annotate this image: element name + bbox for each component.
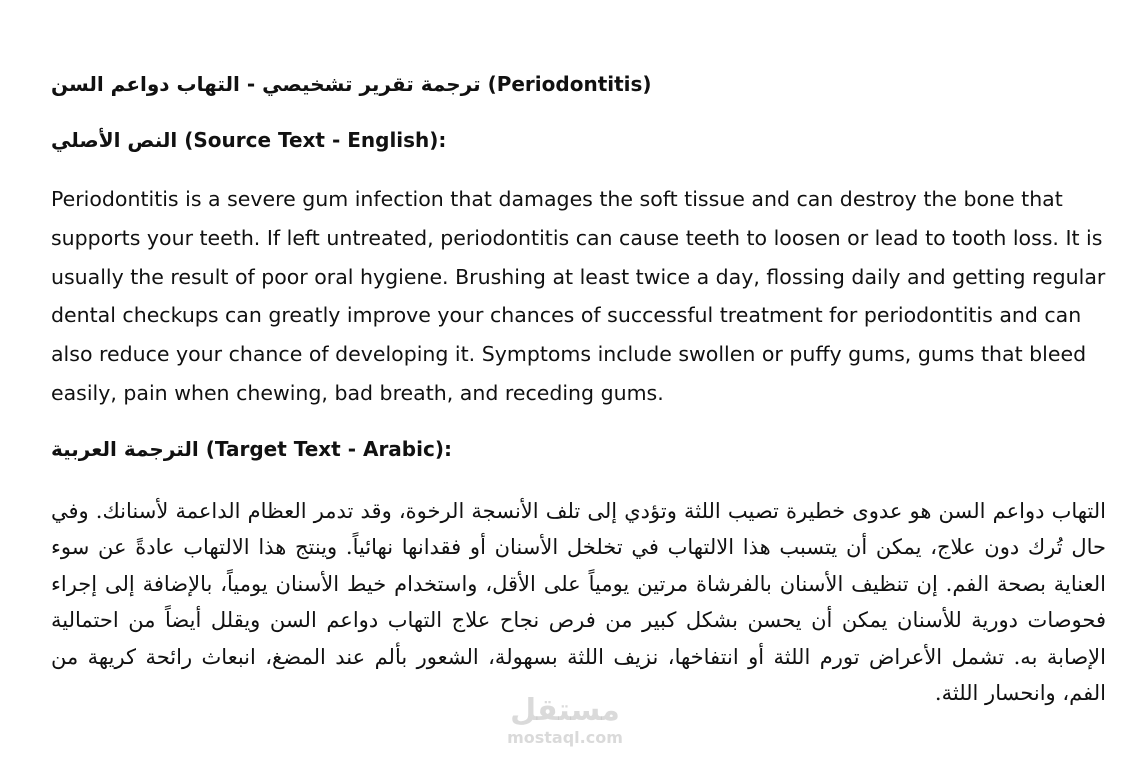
source-heading: النص الأصلي (Source Text - English):	[51, 128, 447, 152]
watermark-logo: مستقل	[510, 693, 620, 728]
document-title: ترجمة تقرير تشخيصي - التهاب دواعم السن (Periodontitis)	[51, 72, 652, 96]
target-heading: الترجمة العربية (Target Text - Arabic):	[51, 436, 452, 461]
source-text: Periodontitis is a severe gum infection that damages the soft tissue and can destroy the bone that supports your teeth. If left untreated, periodontitis can cause teeth to loosen or lead to tooth loss. It is usually the result of poor oral hygiene. Brushing at least twice a day, flossing daily and getting regular dental checkups can greatly improve your chances of successful treatment for periodontitis and can also reduce your chance of developing it. Symptoms include swollen or puffy gums, gums that bleed easily, pain when chewing, bad breath, and receding gums.	[51, 187, 1106, 405]
document	[51, 70, 1121, 712]
watermark-site: mostaql.com	[507, 728, 623, 747]
target-text: التهاب دواعم السن هو عدوى خطيرة تصيب اللثة وتؤدي إلى تلف الأنسجة الرخوة، وقد تدمر العظام الداعمة لأسنانك. وفي حال تُرك دون علاج، يمكن أن يتسبب هذا الالتهاب في تخلخل الأسنان أو فقدانها نهائياً. وينتج هذا الالتهاب عادةً عن سوء العناية بصحة الفم. إن تنظيف الأسنان بالفرشاة مرتين يومياً على الأقل، واستخدام خيط الأسنان يومياً، بالإضافة إلى إجراء فحوصات دورية للأسنان يمكن أن يحسن بشكل كبير من فرص نجاح علاج التهاب دواعم السن ويقلل أيضاً من احتمالية الإصابة به. تشمل الأعراض تورم اللثة أو انتفاخها، نزيف اللثة بسهولة، الشعور بألم عند المضغ، انبعاث رائحة كريهة من الفم، وانحسار اللثة.	[51, 498, 1106, 706]
